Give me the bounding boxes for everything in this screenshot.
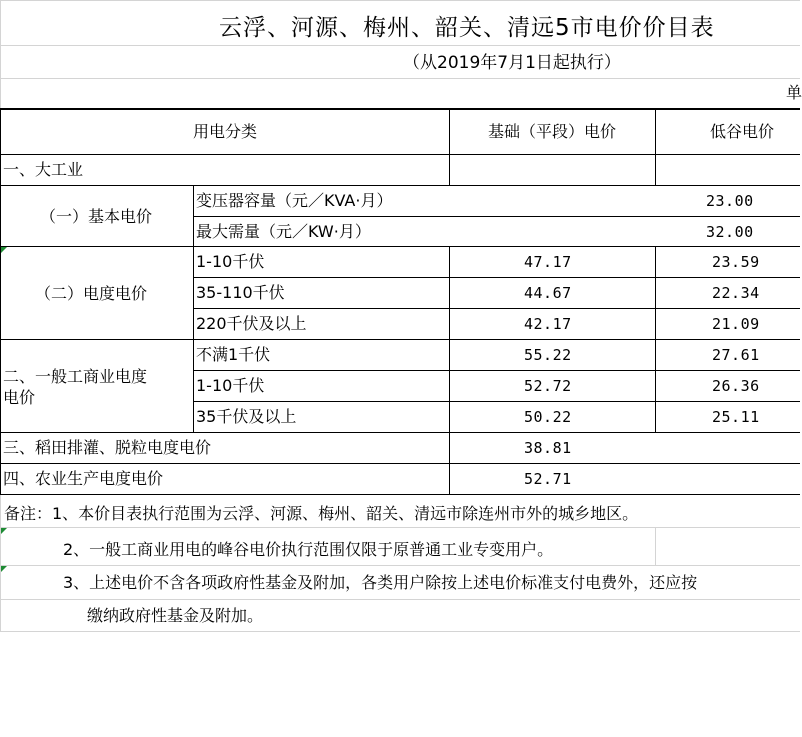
table-border (0, 463, 800, 464)
energy-tariff-label[interactable]: （二）电度电价 (35, 284, 148, 303)
general-row-base[interactable]: 55.22 (524, 346, 572, 364)
cell-marker-icon (1, 247, 7, 253)
note-3[interactable]: 3、上述电价不含各项政府性基金及附加，各类用户除按上述电价标准支付电费外，还应按 (63, 573, 698, 592)
table-border (449, 246, 450, 495)
sheet-subtitle[interactable]: （从2019年7月1日起执行） (403, 53, 621, 73)
general-row-level[interactable]: 1-10千伏 (196, 376, 265, 395)
table-border (0, 432, 800, 433)
cell-marker-icon (1, 566, 7, 572)
max-demand-value[interactable]: 32.00 (706, 223, 754, 241)
sheet-title[interactable]: 云浮、河源、梅州、韶关、清远5市电价价目表 (219, 15, 715, 41)
max-demand-label[interactable]: 最大需量（元／KW·月） (196, 222, 371, 241)
general-row-level[interactable]: 不满1千伏 (196, 345, 271, 364)
gridline (0, 631, 800, 632)
energy-row-valley[interactable]: 21.09 (712, 315, 760, 333)
table-border (0, 494, 800, 495)
paddy-base-value[interactable]: 38.81 (524, 439, 572, 457)
table-border (449, 216, 450, 217)
energy-row-level[interactable]: 35-110千伏 (196, 283, 285, 302)
note-3-continued[interactable]: 缴纳政府性基金及附加。 (87, 606, 264, 625)
energy-row-base[interactable]: 44.67 (524, 284, 572, 302)
header-valley-price[interactable]: 低谷电价 (709, 122, 775, 141)
table-border (0, 154, 800, 155)
gridline (655, 527, 656, 566)
note-1[interactable]: 备注：1、本价目表执行范围为云浮、河源、梅州、韶关、清远市除连州市外的城乡地区。 (4, 504, 639, 523)
agri-base-value[interactable]: 52.71 (524, 470, 572, 488)
general-row-base[interactable]: 52.72 (524, 377, 572, 395)
table-border (193, 277, 800, 278)
basic-tariff-label[interactable]: （一）基本电价 (40, 207, 153, 226)
gridline (0, 599, 800, 600)
transformer-capacity-value[interactable]: 23.00 (706, 192, 754, 210)
energy-row-level[interactable]: 1-10千伏 (196, 252, 265, 271)
section-large-industry[interactable]: 一、大工业 (3, 160, 84, 179)
header-category[interactable]: 用电分类 (192, 122, 258, 141)
table-border (193, 308, 800, 309)
energy-row-base[interactable]: 42.17 (524, 315, 572, 333)
gridline (0, 565, 800, 566)
note-2[interactable]: 2、一般工商业用电的峰谷电价执行范围仅限于原普通工业专变用户。 (63, 540, 554, 559)
table-border (0, 185, 800, 186)
energy-row-base[interactable]: 47.17 (524, 253, 572, 271)
table-border (193, 370, 800, 371)
energy-row-level[interactable]: 220千伏及以上 (196, 314, 307, 333)
gridline (0, 0, 800, 1)
table-border (193, 185, 194, 433)
table-border (193, 401, 800, 402)
gridline (0, 78, 800, 79)
table-border (655, 108, 656, 186)
table-border (0, 246, 800, 247)
general-label-line1[interactable]: 二、一般工商业电度 (3, 367, 148, 386)
header-base-price[interactable]: 基础（平段）电价 (487, 122, 617, 141)
table-border (655, 246, 656, 433)
table-border (449, 108, 450, 186)
general-row-base[interactable]: 50.22 (524, 408, 572, 426)
table-border (0, 108, 800, 110)
cell-marker-icon (1, 528, 7, 534)
gridline (0, 45, 800, 46)
table-border (0, 339, 800, 340)
general-row-valley[interactable]: 25.11 (712, 408, 760, 426)
paddy-label[interactable]: 三、稻田排灌、脱粒电度电价 (3, 438, 212, 457)
general-row-valley[interactable]: 26.36 (712, 377, 760, 395)
table-border (193, 216, 800, 217)
transformer-capacity-label[interactable]: 变压器容量（元／KVA·月） (196, 191, 393, 210)
unit-label[interactable]: 单 (786, 83, 802, 102)
general-label-line2[interactable]: 电价 (3, 388, 36, 407)
gridline (0, 527, 800, 528)
general-row-valley[interactable]: 27.61 (712, 346, 760, 364)
energy-row-valley[interactable]: 23.59 (712, 253, 760, 271)
table-border (0, 108, 1, 495)
agri-label[interactable]: 四、农业生产电度电价 (3, 469, 164, 488)
general-row-level[interactable]: 35千伏及以上 (196, 407, 297, 426)
energy-row-valley[interactable]: 22.34 (712, 284, 760, 302)
